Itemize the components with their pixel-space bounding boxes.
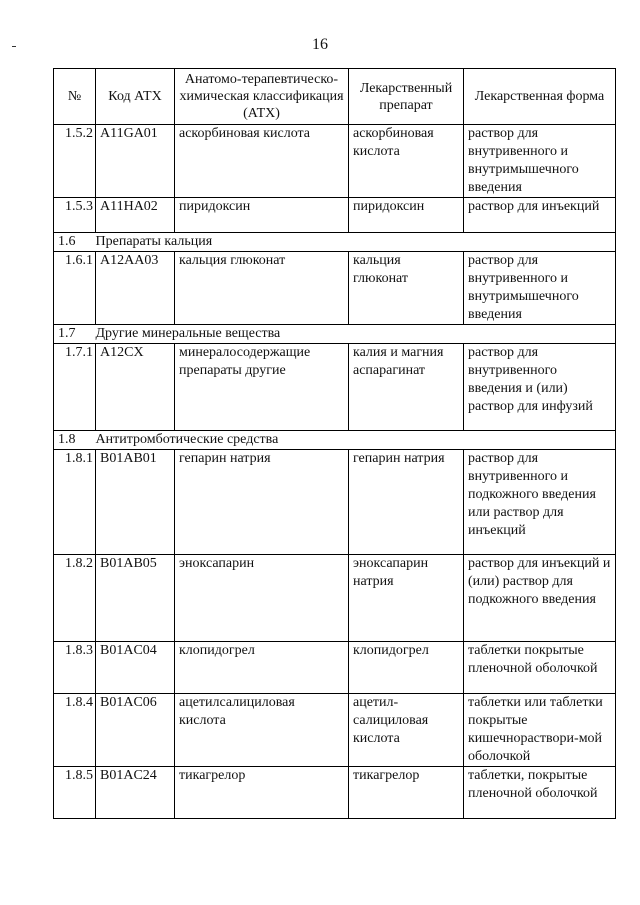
header-atc-classification: Анатомо-терапевтическо-химическая классификация (АТХ) bbox=[175, 69, 349, 125]
atc-code: B01AC06 bbox=[96, 694, 175, 767]
drug-name: тикагрелор bbox=[349, 767, 464, 819]
row-number: 1.6.1 bbox=[54, 252, 96, 325]
table-row bbox=[54, 252, 616, 325]
dosage-form: раствор для внутривенного введения и (или) раствор для инфузий bbox=[464, 344, 616, 431]
atc-code: B01AB05 bbox=[96, 555, 175, 642]
dosage-form: таблетки, покрытые пленочной оболочкой bbox=[464, 767, 616, 819]
dosage-form: раствор для внутривенного и внутримышечного введения bbox=[464, 125, 616, 198]
row-number: 1.8.1 bbox=[54, 450, 96, 555]
atc-classification: клопидогрел bbox=[175, 642, 349, 694]
section-title: Другие минеральные вещества bbox=[96, 325, 616, 344]
row-number: 1.7.1 bbox=[54, 344, 96, 431]
section-row bbox=[54, 431, 616, 450]
table-row bbox=[54, 555, 616, 642]
header-number: № bbox=[54, 69, 96, 125]
table-row bbox=[54, 450, 616, 555]
drug-name: кальция глюконат bbox=[349, 252, 464, 325]
drug-table bbox=[53, 68, 616, 819]
atc-classification: гепарин натрия bbox=[175, 450, 349, 555]
header-form: Лекарственная форма bbox=[464, 69, 616, 125]
dosage-form: раствор для внутривенного и подкожного введения или раствор для инъекций bbox=[464, 450, 616, 555]
header-atc-code: Код АТХ bbox=[96, 69, 175, 125]
drug-name: пиридоксин bbox=[349, 198, 464, 233]
row-number: 1.8.2 bbox=[54, 555, 96, 642]
section-title: Препараты кальция bbox=[96, 233, 616, 252]
table-row bbox=[54, 125, 616, 198]
atc-code: B01AB01 bbox=[96, 450, 175, 555]
section-number: 1.7 bbox=[54, 325, 96, 344]
section-number: 1.8 bbox=[54, 431, 96, 450]
section-number: 1.6 bbox=[54, 233, 96, 252]
section-row bbox=[54, 325, 616, 344]
row-number: 1.8.4 bbox=[54, 694, 96, 767]
drug-name: гепарин натрия bbox=[349, 450, 464, 555]
atc-code: B01AC24 bbox=[96, 767, 175, 819]
row-number: 1.5.2 bbox=[54, 125, 96, 198]
row-number: 1.8.5 bbox=[54, 767, 96, 819]
atc-classification: ацетилсалициловая кислота bbox=[175, 694, 349, 767]
atc-code: A11HA02 bbox=[96, 198, 175, 233]
table-row bbox=[54, 767, 616, 819]
atc-code: A12AA03 bbox=[96, 252, 175, 325]
dosage-form: раствор для инъекций bbox=[464, 198, 616, 233]
drug-name: клопидогрел bbox=[349, 642, 464, 694]
atc-code: A12CX bbox=[96, 344, 175, 431]
table-row bbox=[54, 198, 616, 233]
atc-code: B01AC04 bbox=[96, 642, 175, 694]
table-row bbox=[54, 344, 616, 431]
dosage-form: таблетки покрытые пленочной оболочкой bbox=[464, 642, 616, 694]
dosage-form: раствор для инъекций и (или) раствор для подкожного введения bbox=[464, 555, 616, 642]
table-row bbox=[54, 694, 616, 767]
drug-name: калия и магния аспарагинат bbox=[349, 344, 464, 431]
atc-classification: минералосодержащие препараты другие bbox=[175, 344, 349, 431]
header-drug: Лекарственный препарат bbox=[349, 69, 464, 125]
atc-classification: эноксапарин bbox=[175, 555, 349, 642]
atc-classification: аскорбиновая кислота bbox=[175, 125, 349, 198]
dosage-form: раствор для внутривенного и внутримышечного введения bbox=[464, 252, 616, 325]
drug-name: эноксапарин натрия bbox=[349, 555, 464, 642]
page-number: 16 bbox=[312, 36, 328, 53]
atc-classification: тикагрелор bbox=[175, 767, 349, 819]
table-body bbox=[54, 125, 616, 819]
section-title: Антитромботические средства bbox=[96, 431, 616, 450]
row-number: 1.5.3 bbox=[54, 198, 96, 233]
section-row bbox=[54, 233, 616, 252]
atc-classification: кальция глюконат bbox=[175, 252, 349, 325]
drug-name: аскорбиновая кислота bbox=[349, 125, 464, 198]
drug-name: ацетил-салициловая кислота bbox=[349, 694, 464, 767]
row-number: 1.8.3 bbox=[54, 642, 96, 694]
table-row bbox=[54, 642, 616, 694]
atc-classification: пиридоксин bbox=[175, 198, 349, 233]
dosage-form: таблетки или таблетки покрытые кишечнораствори-мой оболочкой bbox=[464, 694, 616, 767]
atc-code: A11GA01 bbox=[96, 125, 175, 198]
table-header-row bbox=[54, 69, 616, 125]
